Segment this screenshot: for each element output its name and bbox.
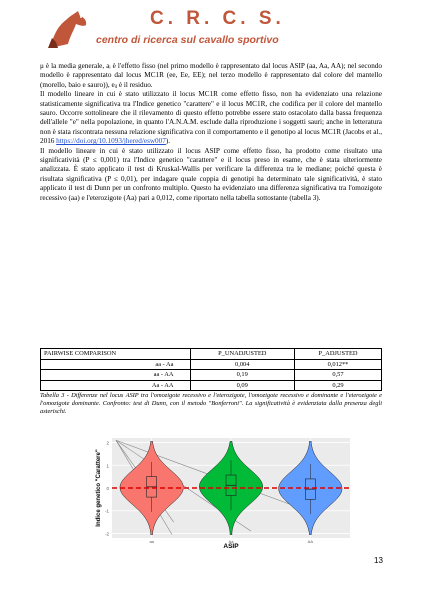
x-tick-label: AA [307,539,314,544]
table-cell: Aa - AA [41,380,191,391]
x-tick-label: aa [149,539,154,544]
table-cell: 0,19 [190,370,294,381]
paragraph-3: Il modello lineare in cui è stato utilizzato il locus ASIP come effetto fisso, ha prodotto come risultato una significatività (P ≤ 0,001) tra l'Indice genetico "carattere" e il locus preso in esame, che è stata ulteriormente analizzata. È stato applicato il test di Kruskal-Wallis per verificare la differenza tra le mediane; poiché questa è risultata significativa (P ≤ 0,01), per indagare quale coppia di genotipi ha determinato tale significatività, è stato applicato il test di Dunn per un confronto multiplo. Questo ha evidenziato una differenza significativa tra l'omozigote recessivo (aa) e l'eterozigote (Aa) pari a 0,012, come riportato nella tabella sottostante (tabella 3). [40,146,382,202]
pairwise-table [40,348,382,391]
paragraph-2-end: ). [165,137,171,146]
table-row [41,380,382,391]
table-cell: 0,57 [294,370,381,381]
page-number: 13 [374,556,383,565]
table-header: P_UNADJUSTED [190,349,294,360]
table-header: P_ADJUSTED [294,349,381,360]
y-tick-label: 1 [106,463,109,469]
brand-title: C. R. C. S. [150,8,285,29]
table-cell: 0,012** [294,359,381,370]
table-cell: 0,09 [190,380,294,391]
doi-link[interactable]: https://doi.org/10.1093/jhered/esw007 [56,137,166,146]
y-tick-label: 0 [106,486,109,491]
brand-subtitle: centro di ricerca sul cavallo sportivo [96,34,279,46]
table-cell: 0,29 [294,380,381,391]
paragraph-2 [40,90,382,146]
y-tick-label: 2 [106,440,109,446]
body-text [40,62,382,203]
table-caption: Tabella 3 - Differenze nel locus ASIP tra l'omozigote recessivo e l'eterozigote, l'omozigote recessivo e dominante e l'eterozigote e l'omozigote dominante. Confronto: test di Dunn, con il metodo "Bonferroni". La significatività è evidenziata dalla presenza degli asterischi. [40,392,382,416]
table-header-row [41,349,382,360]
table-header: PAIRWISE COMPARISON [41,349,191,360]
table-row [41,359,382,370]
x-tick-label: Aa [228,539,234,544]
table-cell: aa - AA [41,370,191,381]
paragraph-1: μ è la media generale, aᵢ è l'effetto fisso (nel primo modello è rappresentato dal locus ASIP (aa, Aa, AA); nel secondo modello è rappresentato dal locus MC1R (ee, Ee, EE); nel terzo modello è rappresentato dal colore del mantello (morello, baio e sauro)), eᵢⱼ è il residuo. [40,62,382,89]
paragraph-2-text: Il modello lineare in cui è stato utilizzato il locus MC1R come effetto fisso, non ha evidenziato una relazione statisticamente significativa tra l'Indice genetico "carattere" e il locus MC1R, che codifica per il colore del mantello sauro. Occorre sottolineare che il rilevamento di questo effetto potrebbe essere stato ostacolato dalla bassa frequenza dell'allele "e" nella popolazione, in quanto l'A.N.A.M. esclude dalla riproduzione i soggetti sauri; anche in letteratura non è stata riscontrata nessuna relazione significativa con il comportamento e il genotipo al locus MC1R (Jacobs et al., 2016 [40,90,382,146]
y-tick-label: -2 [104,531,109,537]
page-header [0,0,424,58]
violin-chart [92,438,354,550]
horse-logo-icon [44,8,90,50]
x-axis-label: ASIP [223,543,239,550]
table-cell: 0,004 [190,359,294,370]
y-tick-label: -1 [104,508,109,514]
y-axis-label: Indice genetico "Carattere" [96,449,102,527]
table-row [41,370,382,381]
table-cell: aa - Aa [41,359,191,370]
